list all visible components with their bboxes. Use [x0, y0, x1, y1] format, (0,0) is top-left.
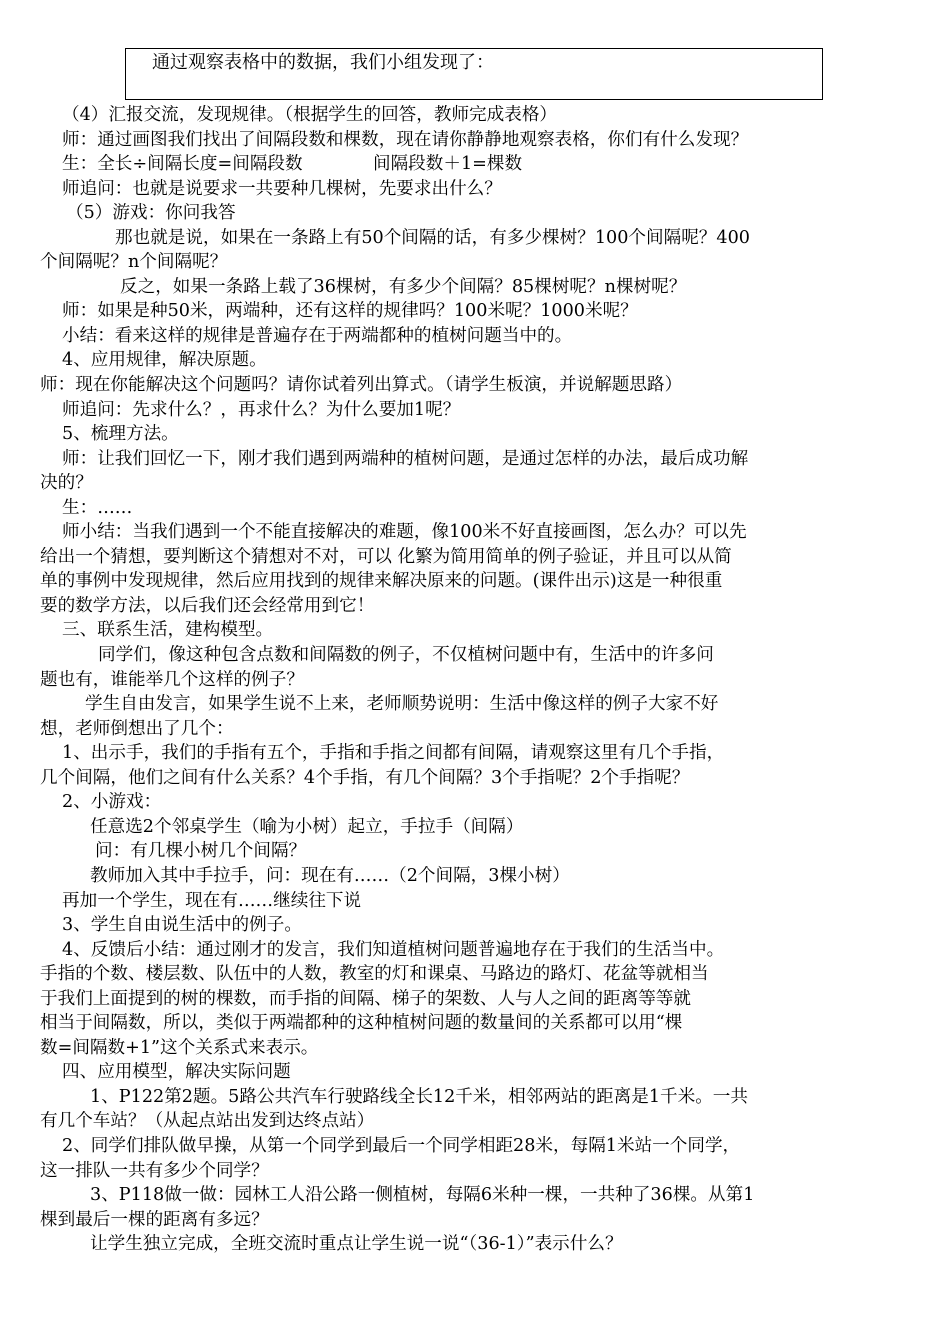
text-line: 4、反馈后小结：通过刚才的发言，我们知道植树问题普遍地存在于我们的生活当中。 — [62, 939, 725, 960]
text-line: 2、同学们排队做早操，从第一个同学到最后一个同学相距28米，每隔1米站一个同学， — [62, 1135, 741, 1156]
text-line: 教师加入其中手拉手，问：现在有……（2个间隔，3棵小树） — [90, 865, 570, 886]
document-body — [40, 103, 920, 1257]
text-line: 同学们，像这种包含点数和间隔数的例子，不仅植树问题中有，生活中的许多问 — [98, 645, 714, 666]
text-line: 单的事例中发现规律，然后应用找到的规律来解决原来的问题。(课件出示)这是一种很重 — [40, 571, 723, 592]
text-line: 于我们上面提到的树的棵数，而手指的间隔、梯子的架数、人与人之间的距离等等就 — [40, 988, 691, 1009]
text-line: 1、P122第2题。5路公共汽车行驶路线全长12千米，相邻两站的距离是1千米。一共 — [90, 1086, 748, 1107]
text-line: 学生自由发言，如果学生说不上来，老师顺势说明：生活中像这样的例子大家不好 — [85, 694, 719, 715]
text-line: 相当于间隔数，所以，类似于两端都种的这种植树问题的数量间的关系都可以用“棵 — [40, 1013, 683, 1034]
text-line: 师：如果是种50米，两端种，还有这样的规律吗？100米呢？1000米呢？ — [62, 301, 638, 322]
text-line: 师追问：先求什么？，再求什么？为什么要加1呢？ — [62, 399, 461, 420]
text-line: 数=间隔数+1”这个关系式来表示。 — [40, 1037, 319, 1058]
text-line: 个间隔呢？n个间隔呢？ — [40, 252, 228, 273]
text-line: 三、联系生活，建构模型。 — [62, 620, 274, 641]
text-line: 这一排队一共有多少个同学？ — [40, 1160, 269, 1181]
text-line: 3、学生自由说生活中的例子。 — [62, 915, 302, 936]
text-line: 有几个车站？（从起点站出发到达终点站） — [40, 1111, 375, 1132]
text-line: 2、小游戏： — [62, 792, 162, 813]
text-line: 生：…… — [62, 497, 133, 518]
text-line: 再加一个学生，现在有……继续往下说 — [62, 890, 362, 911]
observation-box-text: 通过观察表格中的数据，我们小组发现了： — [152, 52, 494, 73]
text-line: 师：现在你能解决这个问题吗？请你试着列出算式。（请学生板演，并说解题思路） — [40, 375, 683, 396]
text-line: 手指的个数、楼层数、队伍中的人数，教室的灯和课桌、马路边的路灯、花盆等就相当 — [40, 964, 709, 985]
text-line: 让学生独立完成，全班交流时重点让学生说一说“（36-1）”表示什么？ — [90, 1234, 623, 1255]
text-line: 几个间隔，他们之间有什么关系？4个手指，有几个间隔？3个手指呢？2个手指呢？ — [40, 767, 690, 788]
text-line: 1、出示手，我们的手指有五个，手指和手指之间都有间隔，请观察这里有几个手指， — [62, 743, 725, 764]
text-line: 那也就是说，如果在一条路上有50个间隔的话，有多少棵树？100个间隔呢？400 — [115, 227, 750, 248]
text-line: 题也有，谁能举几个这样的例子？ — [40, 669, 304, 690]
text-line: 想，老师倒想出了几个： — [40, 718, 234, 739]
text-line: 师：让我们回忆一下，刚才我们遇到两端种的植树问题，是通过怎样的办法，最后成功解 — [62, 448, 749, 469]
text-line: 5、梳理方法。 — [62, 424, 179, 445]
text-line: 师：通过画图我们找出了间隔段数和棵数，现在请你静静地观察表格，你们有什么发现？ — [62, 129, 749, 150]
text-line: （5）游戏：你问我答 — [66, 203, 236, 224]
text-line: 给出一个猜想，要判断这个猜想对不对，可以 化繁为简用简单的例子验证，并且可以从简 — [40, 546, 732, 567]
text-line: 棵到最后一棵的距离有多远？ — [40, 1209, 269, 1230]
text-line: 师小结：当我们遇到一个不能直接解决的难题，像100米不好直接画图，怎么办？可以先 — [62, 522, 747, 543]
text-line: 小结：看来这样的规律是普遍存在于两端都种的植树问题当中的。 — [62, 325, 573, 346]
text-line: 反之，如果一条路上载了36棵树，有多少个间隔？85棵树呢？n棵树呢？ — [120, 276, 687, 297]
text-line: 要的数学方法，以后我们还会经常用到它！ — [40, 595, 375, 616]
text-line: 师追问：也就是说要求一共要种几棵树，先要求出什么？ — [62, 178, 502, 199]
text-line: 任意选2个邻桌学生（喻为小树）起立，手拉手（间隔） — [90, 816, 524, 837]
text-line: 问：有几棵小树几个间隔？ — [95, 841, 307, 862]
text-line: 4、应用规律，解决原题。 — [62, 350, 267, 371]
text-line: 生：全长÷间隔长度=间隔段数 间隔段数＋1=棵数 — [62, 154, 523, 175]
text-line: 决的？ — [40, 473, 93, 494]
text-line: （4）汇报交流，发现规律。（根据学生的回答，教师完成表格） — [62, 105, 558, 125]
text-line: 3、P118做一做：园林工人沿公路一侧植树，每隔6米种一棵，一共种了36棵。从第1 — [90, 1185, 755, 1206]
observation-box — [125, 48, 823, 100]
text-line: 四、应用模型，解决实际问题 — [62, 1062, 291, 1083]
